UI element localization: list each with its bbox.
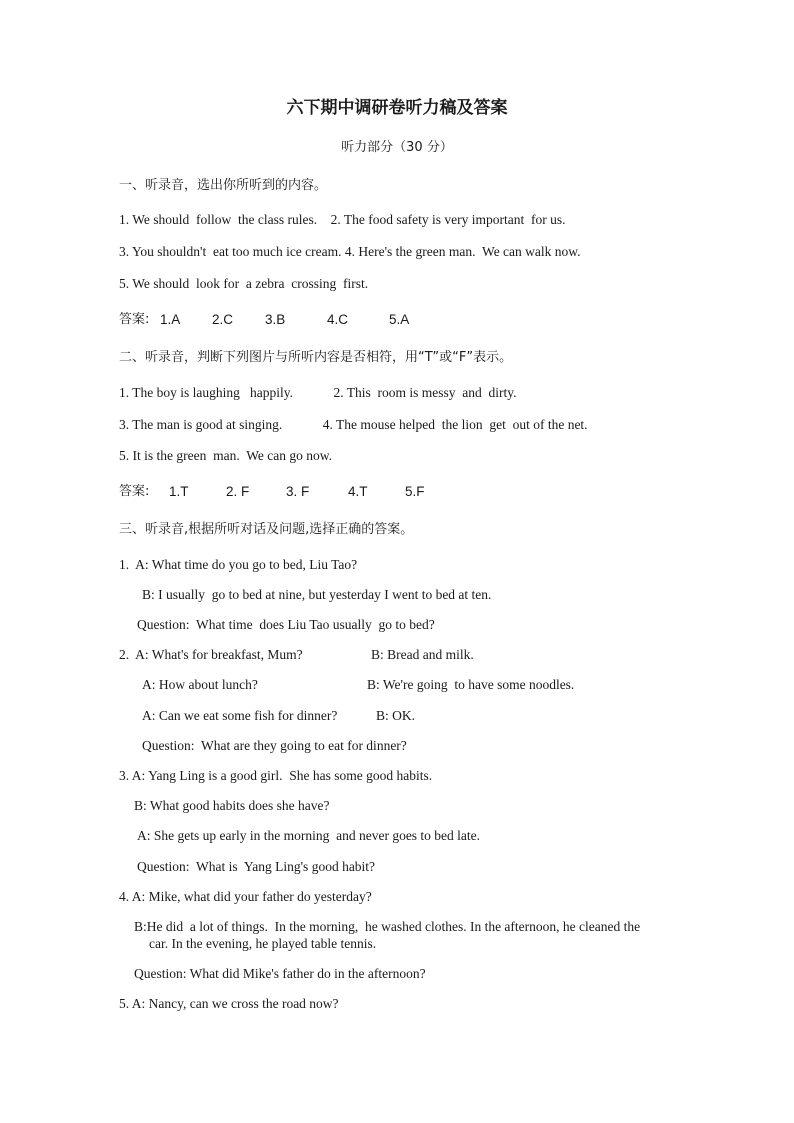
answer-item: 2.C	[212, 312, 234, 327]
dialogue-line: car. In the evening, he played table tennis.	[149, 936, 377, 951]
answer-label: 答案:	[119, 484, 150, 499]
section1-heading: 一、听录音，选出你所听到的内容。	[119, 178, 328, 193]
answer-item: 1.A	[160, 312, 181, 327]
dialogue-line: A: How about lunch?	[142, 677, 258, 692]
dialogue-line: 1. A: What time do you go to bed, Liu Tao?	[119, 557, 358, 572]
answer-item: 5.A	[389, 312, 410, 327]
dialogue-line: A: She gets up early in the morning and never goes to bed late.	[137, 828, 481, 843]
document-title: 六下期中调研卷听力稿及答案	[286, 98, 508, 118]
section2-answers	[119, 483, 439, 627]
section2-line: 1. The boy is laughing happily. 2. This room is messy and dirty.	[119, 385, 517, 400]
dialogue-line: B: OK.	[376, 708, 416, 723]
section2-line: 3. The man is good at singing. 4. The mouse helped the lion get out of the net.	[119, 417, 588, 432]
dialogue-line: B: Bread and milk.	[371, 647, 474, 662]
answer-item: 5.F	[405, 484, 425, 499]
section1-line: 5. We should look for a zebra crossing first.	[119, 276, 369, 291]
answer-item: 1.T	[169, 484, 189, 499]
answer-item: 4.T	[348, 484, 368, 499]
section2-line: 5. It is the green man. We can go now.	[119, 448, 332, 463]
answer-item: 2. F	[226, 484, 250, 499]
dialogue-line: 2. A: What's for breakfast, Mum?	[119, 647, 303, 662]
answer-item: 3. F	[286, 484, 310, 499]
section3-heading: 三、听录音,根据所听对话及问题,选择正确的答案。	[119, 522, 414, 537]
document-subtitle: 听力部分（30 分）	[341, 140, 453, 155]
dialogue-line: B: We're going to have some noodles.	[367, 677, 575, 692]
dialogue-line: A: Can we eat some fish for dinner?	[142, 708, 338, 723]
section1-line: 3. You shouldn't eat too much ice cream. 4. Here's the green man. We can walk now.	[119, 244, 581, 259]
dialogue-line: B: I usually go to bed at nine, but yesterday I went to bed at ten.	[142, 587, 492, 602]
dialogue-line: B: What good habits does she have?	[134, 798, 330, 813]
dialogue-line: 4. A: Mike, what did your father do yesterday?	[119, 889, 372, 904]
section1-line: 1. We should follow the class rules. 2. The food safety is very important for us.	[119, 212, 566, 227]
question-line: Question: What are they going to eat for dinner?	[142, 738, 407, 753]
question-line: Question: What did Mike's father do in the afternoon?	[134, 966, 426, 981]
dialogue-line: B:He did a lot of things. In the morning, he washed clothes. In the afternoon, he cleaned the	[134, 919, 641, 934]
question-line: Question: What is Yang Ling's good habit?	[137, 859, 376, 874]
section2-heading: 二、听录音，判断下列图片与所听内容是否相符，用“T”或“F”表示。	[119, 350, 513, 365]
dialogue-line: 5. A: Nancy, can we cross the road now?	[119, 996, 339, 1011]
question-line: Question: What time does Liu Tao usually go to bed?	[137, 617, 435, 632]
answer-item: 3.B	[265, 312, 286, 327]
answer-label: 答案:	[119, 312, 150, 327]
dialogue-line: 3. A: Yang Ling is a good girl. She has some good habits.	[119, 768, 433, 783]
answer-item: 4.C	[327, 312, 349, 327]
